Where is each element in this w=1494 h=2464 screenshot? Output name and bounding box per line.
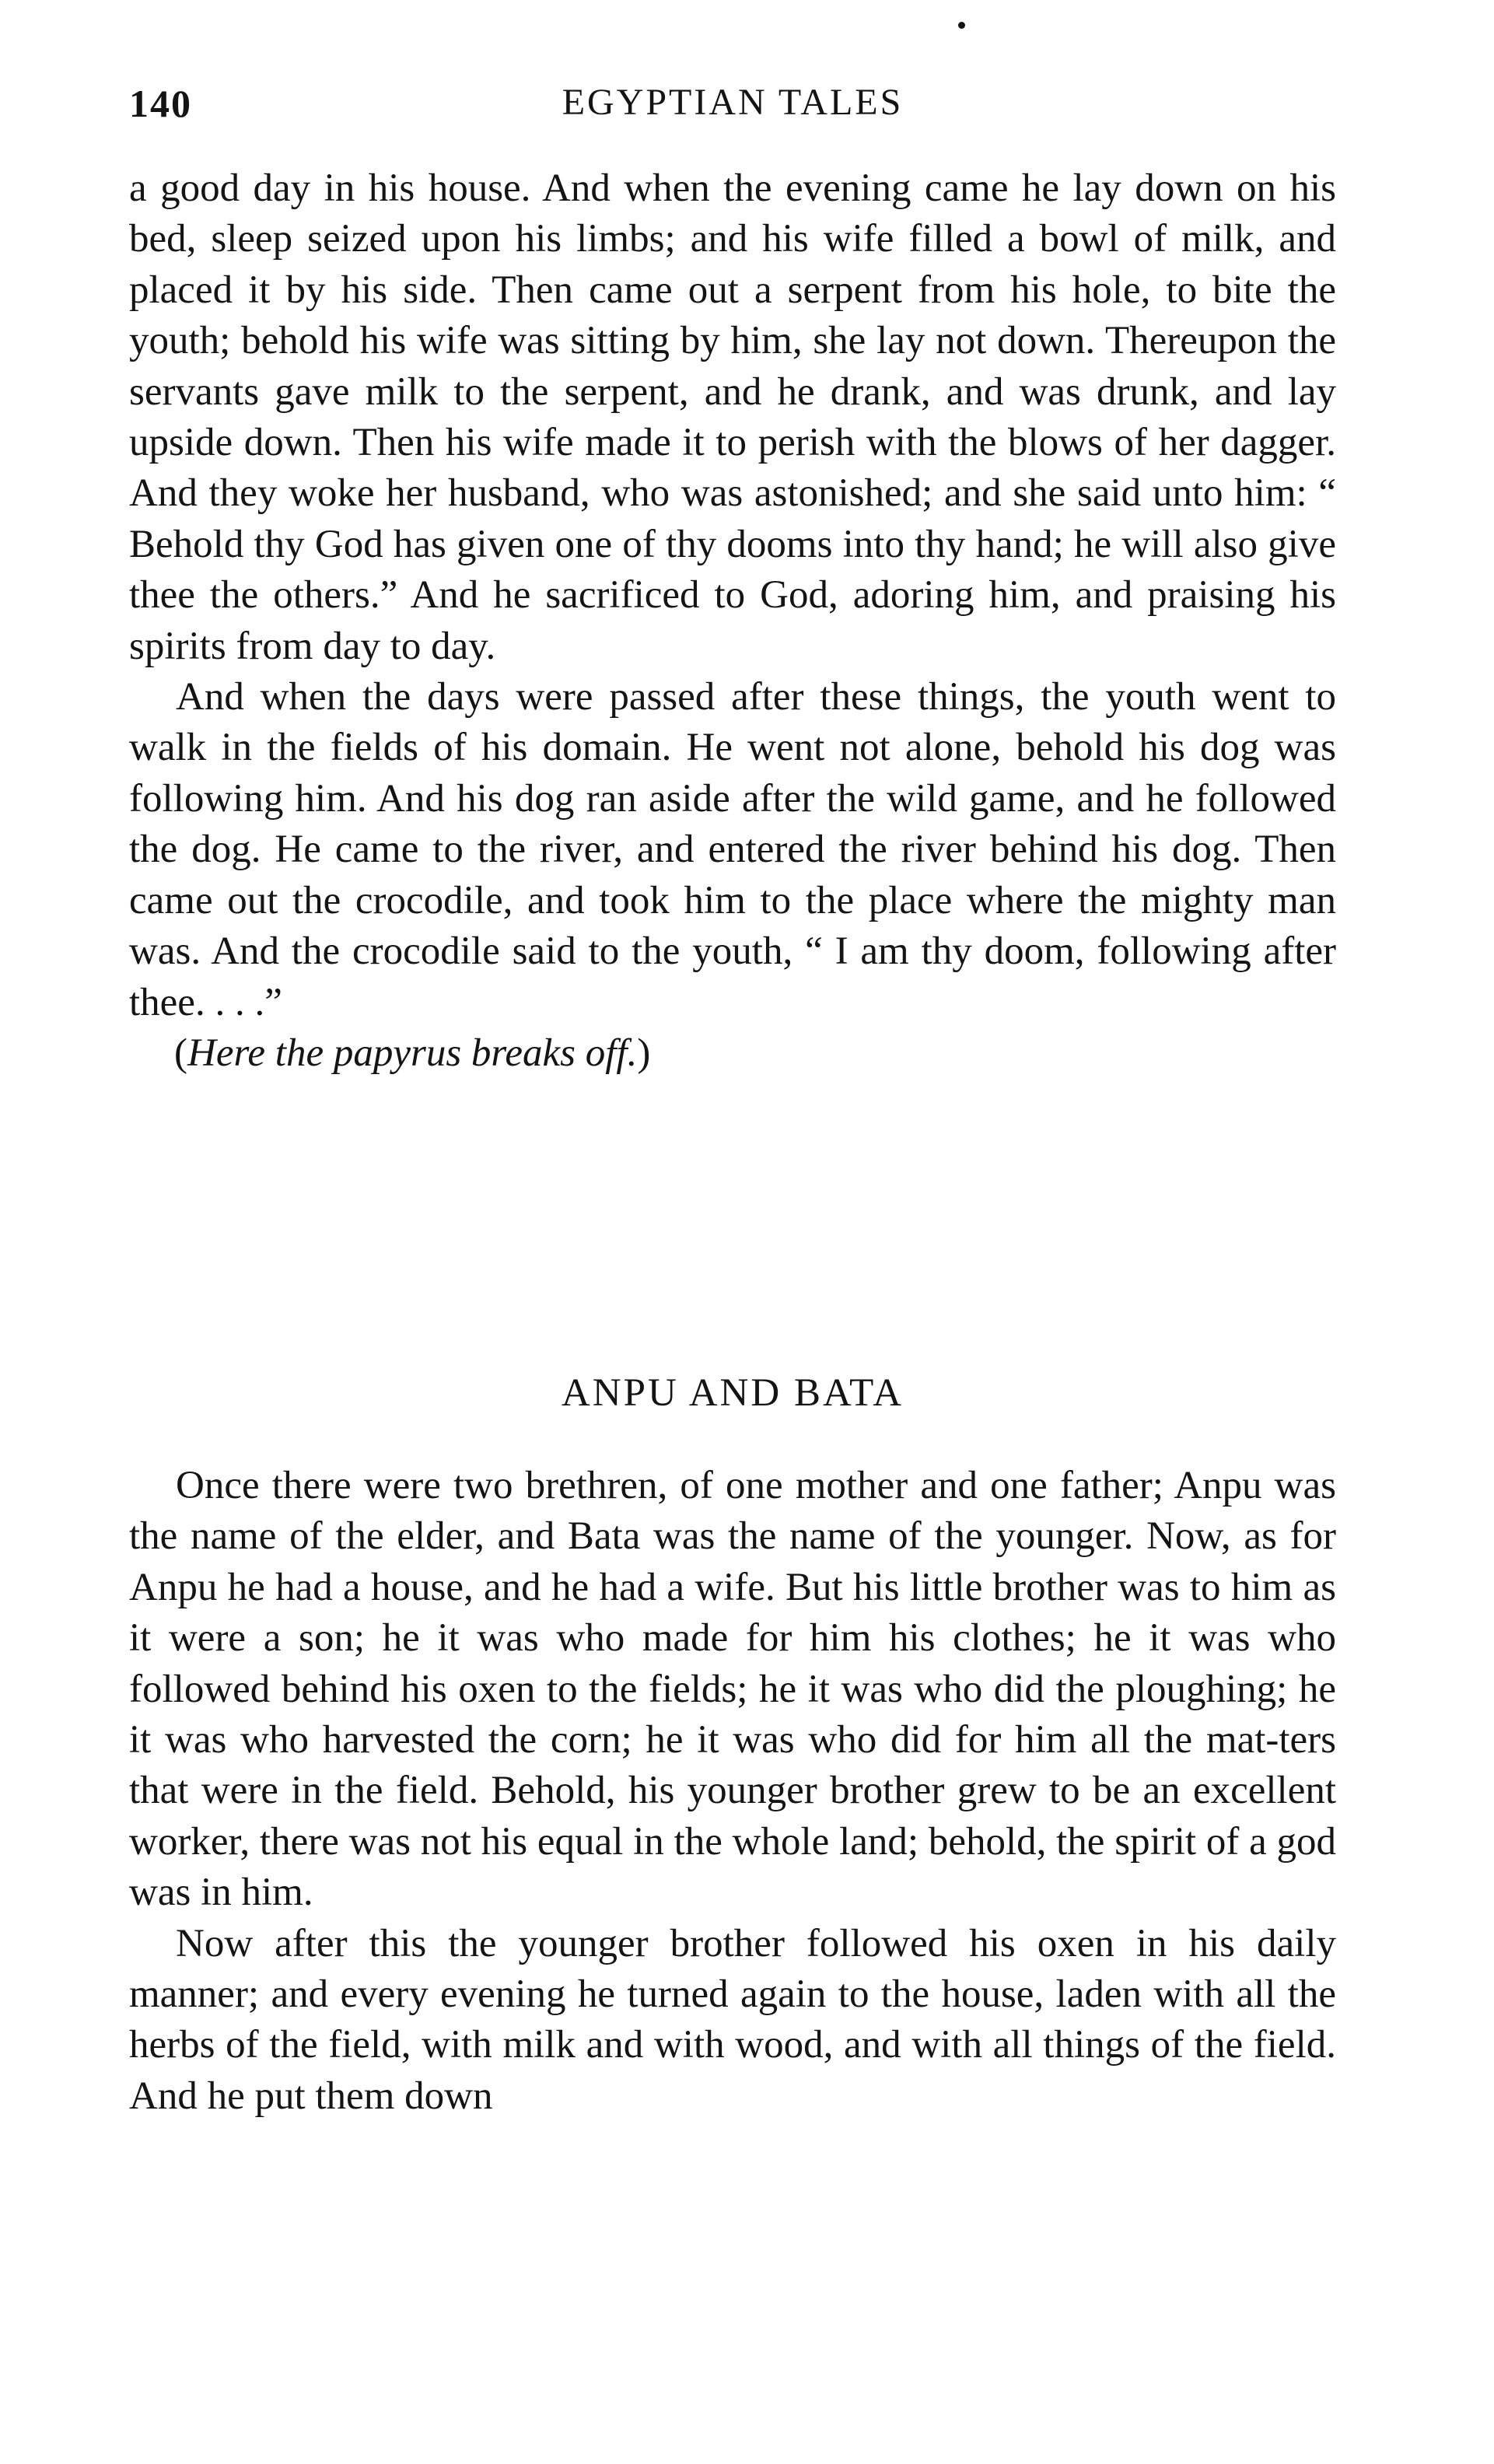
paragraph-crocodile: And when the days were passed after these things, the youth went to walk in the fields of his domain. He went not alone, behold his dog was following him. And his dog ran aside after the wild game, and he followed the dog. He came to the river, and entered the river behind his dog. Then came out the crocodile, and took him to the place where the mighty man was. And the crocodile said to the youth, “ I am thy doom, following after thee. . . .” bbox=[129, 675, 1336, 1024]
running-head bbox=[129, 75, 1336, 137]
ink-speck bbox=[958, 22, 965, 29]
story-anpu-and-bata bbox=[129, 1461, 1336, 2122]
page-number: 140 bbox=[129, 82, 192, 125]
paragraph-daily-manner: Now after this the younger brother followed his oxen in his daily manner; and every evening he turned again to the house, laden with all the herbs of the field, with milk and with wood, and with all things of the field. And he put them down bbox=[129, 1921, 1336, 2118]
section-title: ANPU AND BATA bbox=[561, 1371, 904, 1415]
editorial-note bbox=[129, 1028, 1336, 1079]
paragraph-serpent: a good day in his house. And when the evening came he lay down on his bed, sleep seized upon his limbs; and his wife filled a bowl of milk, and placed it by his side. Then came out a serpent from his hole, to bite the youth; behold his wife was sitting by him, she lay not down. Thereupon the servants gave milk to the serpent, and he drank, and was drunk, and lay upside down. Then his wife made it to perish with the blows of her dagger. And they woke her husband, who was astonished; and she said unto him: “ Behold thy God has given one of thy dooms into thy hand; he will also give thee the others.” And he sacrificed to God, adoring him, and praising his spirits from day to day. bbox=[129, 166, 1336, 668]
note-close-paren: ) bbox=[637, 1031, 651, 1075]
note-text: Here the papyrus breaks off. bbox=[187, 1031, 638, 1075]
note-open-paren: ( bbox=[174, 1031, 187, 1075]
paragraph-brethren: Once there were two brethren, of one mother and one father; Anpu was the name of the elder, and Bata was the name of the younger. Now, as for Anpu he had a house, and he had a wife. But his little brother was to him as it were a son; he it was who made for him his clothes; he it was who followed behind his oxen to the fields; he it was who did the ploughing; he it was who harvested the corn; he it was who did for him all the mat-ters that were in the field. Behold, his younger brother grew to be an excellent worker, there was not his equal in the whole land; behold, the spirit of a god was in him. bbox=[129, 1464, 1336, 1915]
running-title: EGYPTIAN TALES bbox=[562, 82, 904, 123]
story-continuation bbox=[129, 163, 1336, 1079]
